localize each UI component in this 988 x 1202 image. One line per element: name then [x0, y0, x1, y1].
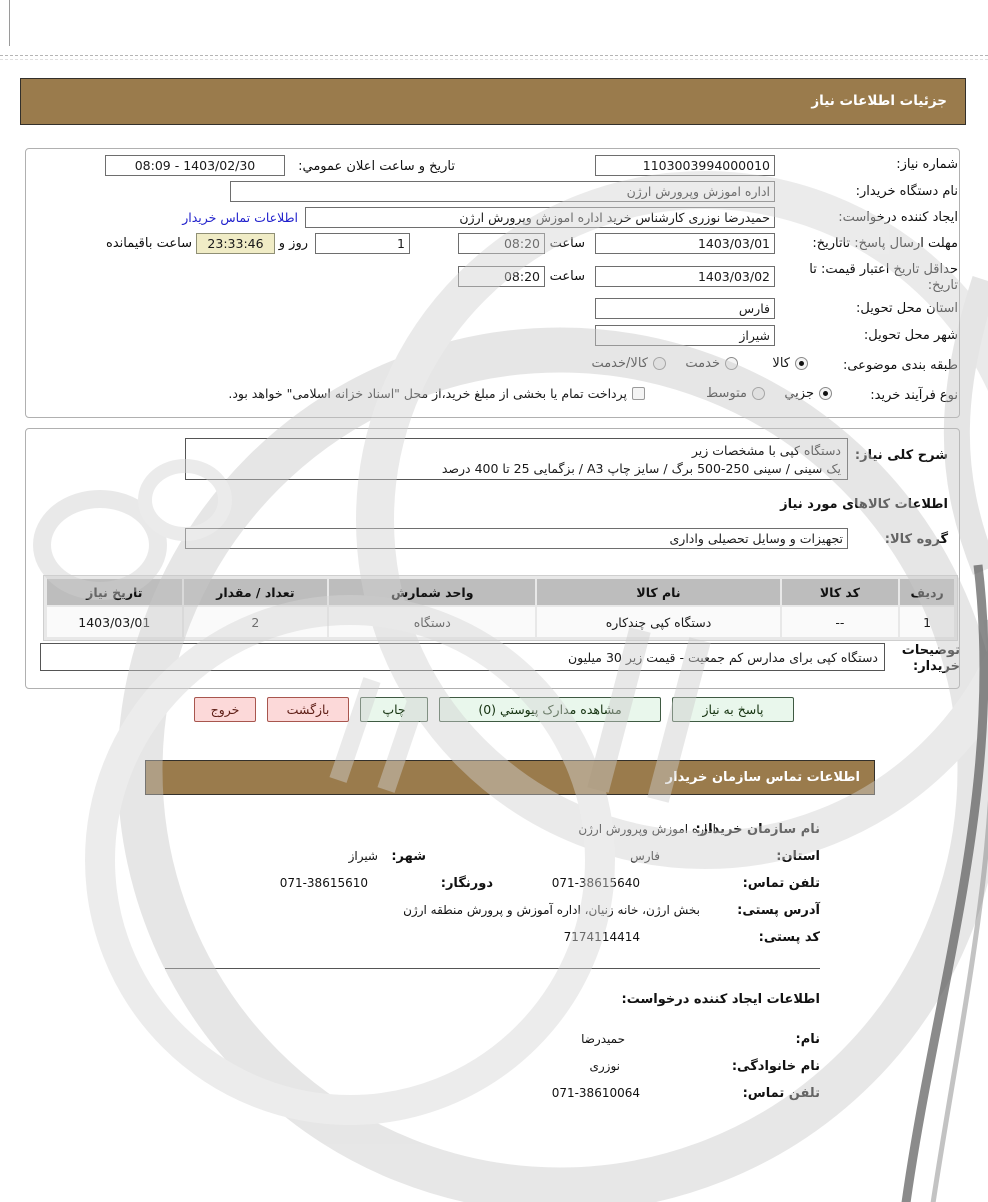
- buyer-contact-link[interactable]: اطلاعات تماس خریدار: [182, 210, 298, 225]
- remaining-days-field[interactable]: 1: [315, 233, 410, 254]
- last-name-label: نام خانوادگی:: [731, 1059, 820, 1074]
- org-name-label: نام سازمان خریدار:: [695, 822, 820, 837]
- cell-need-date: 1403/03/01: [47, 607, 182, 637]
- creator-phone-label: تلفن تماس:: [742, 1086, 820, 1101]
- days-label: روز و: [278, 236, 308, 251]
- classification-label: طبقه بندی موضوعی:: [842, 358, 958, 373]
- address-label: آدرس پستی:: [737, 903, 820, 918]
- remaining-time-badge: 23:33:46: [196, 233, 275, 254]
- cell-row-number: 1: [900, 607, 954, 637]
- radio-service-label: خدمت: [685, 356, 720, 371]
- announce-datetime-field[interactable]: 08:09 - 1403/02/30: [105, 155, 285, 176]
- radio-medium-icon[interactable]: [752, 387, 765, 400]
- section-title: جزئیات اطلاعات نیاز: [811, 93, 947, 109]
- request-creator-field[interactable]: حمیدرضا نوزری کارشناس خرید اداره اموزش وپرورش ارژن: [305, 207, 775, 228]
- first-name-label: نام:: [795, 1032, 820, 1047]
- treasury-checkbox-item[interactable]: [228, 386, 645, 401]
- section-header-need-details: [20, 78, 966, 125]
- treasury-checkbox-label: پرداخت تمام یا بخشی از مبلغ خرید،از محل "اسناد خزانه اسلامی" خواهد بود.: [228, 386, 627, 401]
- radio-goods-service-label: کالا/خدمت: [591, 356, 648, 371]
- goods-section-title: اطلاعات کالاهای مورد نیاز: [780, 497, 948, 512]
- first-name-value: حمیدرضا: [581, 1032, 625, 1046]
- table-row[interactable]: [47, 607, 954, 637]
- col-goods-name[interactable]: نام کالا: [537, 579, 779, 605]
- announce-datetime-label: تاریخ و ساعت اعلان عمومي:: [298, 159, 455, 174]
- org-name-value: اداره اموزش وپرورش ارژن: [578, 822, 716, 836]
- respond-button[interactable]: پاسخ به نیاز: [672, 697, 794, 722]
- goods-group-label: گروه کالا:: [884, 532, 948, 547]
- purchase-process-label: نوع فرآیند خرید:: [870, 388, 958, 403]
- price-validity-label: حداقل تاریخ اعتبار قیمت: تا تاریخ:: [809, 262, 958, 293]
- view-documents-button[interactable]: مشاهده مدارک پیوستي (0): [439, 697, 661, 722]
- need-description-label: شرح کلی نیاز:: [854, 448, 948, 463]
- buyer-notes-field[interactable]: دستگاه کپی برای مدارس کم جمعیت - قیمت زیر 30 میلیون: [40, 643, 885, 671]
- radio-goods-service-icon[interactable]: [653, 357, 666, 370]
- cell-unit: دستگاه: [329, 607, 535, 637]
- delivery-city-field[interactable]: شیراز: [595, 325, 775, 346]
- exit-button[interactable]: خروج: [194, 697, 256, 722]
- response-deadline-label: مهلت ارسال پاسخ: تاتاریخ:: [812, 236, 958, 251]
- cell-quantity: 2: [184, 607, 328, 637]
- response-deadline-time-field[interactable]: 08:20: [458, 233, 545, 254]
- postal-code-value: 7174114414: [563, 930, 640, 944]
- treasury-checkbox[interactable]: [632, 387, 645, 400]
- creator-info-title: اطلاعات ایجاد کننده درخواست:: [621, 992, 820, 1007]
- radio-minor-icon[interactable]: [819, 387, 832, 400]
- address-value: بخش ارژن، خانه زنیان، اداره آموزش و پرورش منطقه ارژن: [403, 903, 700, 917]
- cell-goods-code: --: [782, 607, 899, 637]
- col-goods-code[interactable]: کد کالا: [782, 579, 899, 605]
- goods-group-field[interactable]: تجهیزات و وسایل تحصیلی واداری: [185, 528, 848, 549]
- top-dashed-divider: [0, 55, 988, 56]
- request-creator-label: ایجاد کننده درخواست:: [838, 210, 958, 225]
- need-description-line1: دستگاه کپی با مشخصات زیر: [691, 443, 841, 458]
- radio-minor-label: جزیي: [784, 386, 814, 401]
- radio-medium[interactable]: [706, 386, 765, 401]
- radio-service[interactable]: [685, 356, 738, 371]
- delivery-province-label: استان محل تحویل:: [856, 301, 958, 316]
- col-unit[interactable]: واحد شمارش: [329, 579, 535, 605]
- buyer-org-label: نام دستگاه خریدار:: [855, 184, 958, 199]
- table-header-row: [47, 579, 954, 605]
- section-divider: [165, 968, 820, 969]
- buyer-org-field[interactable]: اداره اموزش وپرورش ارژن: [230, 181, 775, 202]
- top-dashed-divider-2: [0, 59, 988, 60]
- print-button[interactable]: چاپ: [360, 697, 428, 722]
- radio-goods[interactable]: [772, 356, 808, 371]
- postal-code-label: کد پستی:: [758, 930, 820, 945]
- price-validity-date-field[interactable]: 1403/03/02: [595, 266, 775, 287]
- last-name-value: نوزری: [589, 1059, 620, 1073]
- need-description-line2: یک سینی / سینی 250-500 برگ / سایز چاپ A3 / بزگمایی 25 تا 400 درصد: [441, 461, 841, 476]
- left-edge-line: [9, 0, 10, 46]
- deadline-hour-label: ساعت: [549, 236, 585, 251]
- remaining-hours-label: ساعت باقیمانده: [106, 236, 192, 251]
- province-value: فارس: [630, 849, 660, 863]
- validity-hour-label: ساعت: [549, 269, 585, 284]
- radio-minor[interactable]: [784, 386, 832, 401]
- col-need-date[interactable]: تاریخ نیاز: [47, 579, 182, 605]
- price-validity-time-field[interactable]: 08:20: [458, 266, 545, 287]
- creator-phone-value: 071-38610064: [551, 1086, 640, 1100]
- phone-value: 071-38615640: [551, 876, 640, 890]
- city-value: شیراز: [348, 849, 378, 863]
- col-quantity[interactable]: تعداد / مقدار: [184, 579, 328, 605]
- action-buttons: [0, 697, 988, 722]
- buyer-notes-label: توضیحات خریدار:: [901, 643, 960, 674]
- back-button[interactable]: بازگشت: [267, 697, 349, 722]
- need-number-label: شماره نیاز:: [896, 157, 958, 172]
- radio-medium-label: متوسط: [706, 386, 747, 401]
- fax-label: دورنگار:: [440, 876, 493, 891]
- col-row-number[interactable]: ردیف: [900, 579, 954, 605]
- delivery-province-field[interactable]: فارس: [595, 298, 775, 319]
- response-deadline-date-field[interactable]: 1403/03/01: [595, 233, 775, 254]
- need-number-field[interactable]: 1103003994000010: [595, 155, 775, 176]
- province-label: استان:: [776, 849, 820, 864]
- cell-goods-name: دستگاه کپی چندکاره: [537, 607, 779, 637]
- need-description-field[interactable]: [185, 438, 848, 480]
- section-header-contact: [145, 760, 875, 795]
- radio-service-icon[interactable]: [725, 357, 738, 370]
- goods-table: [43, 575, 958, 641]
- phone-label: تلفن تماس:: [742, 876, 820, 891]
- city-label: شهر:: [391, 849, 426, 864]
- delivery-city-label: شهر محل تحویل:: [863, 328, 958, 343]
- fax-value: 071-38615610: [279, 876, 368, 890]
- contact-section-title: اطلاعات تماس سازمان خریدار: [665, 770, 860, 785]
- radio-goods-label: کالا: [772, 356, 790, 371]
- radio-goods-service[interactable]: [591, 356, 666, 371]
- radio-goods-icon[interactable]: [795, 357, 808, 370]
